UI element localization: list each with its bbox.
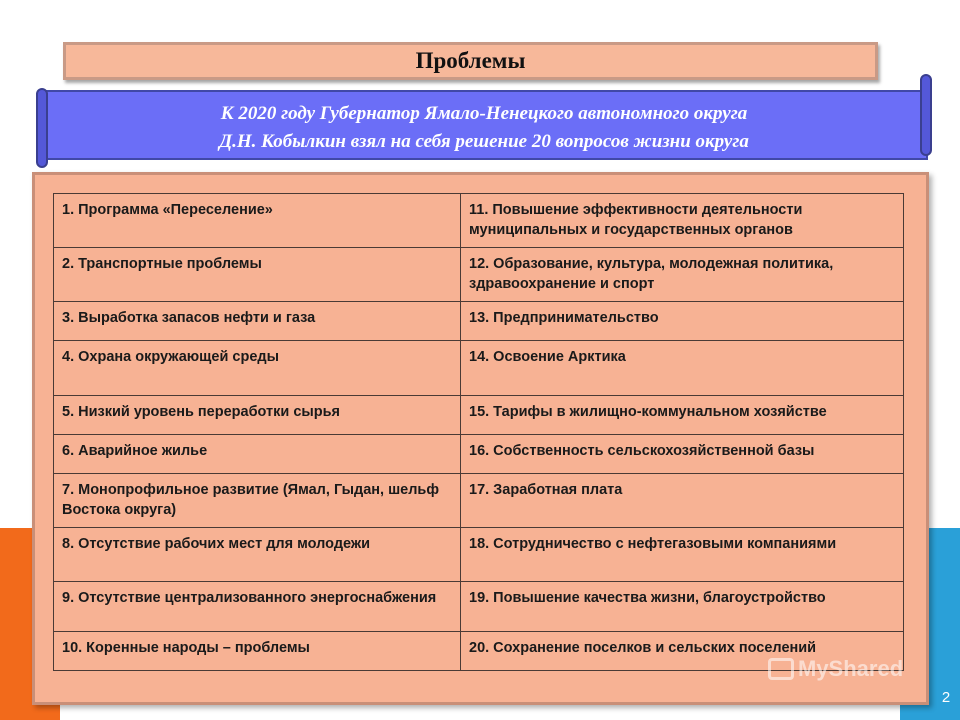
table-cell: 10. Коренные народы – проблемы (54, 632, 461, 671)
table-cell: 1. Программа «Переселение» (54, 194, 461, 248)
table-cell: 7. Монопрофильное развитие (Ямал, Гыдан, шельф Востока округа) (54, 474, 461, 528)
table-cell: 6. Аварийное жилье (54, 435, 461, 474)
banner-text (58, 100, 910, 156)
table-row (54, 248, 904, 302)
banner-line-1: К 2020 году Губернатор Ямало-Ненецкого автономного округа (220, 103, 748, 124)
table-cell: 15. Тарифы в жилищно-коммунальном хозяйстве (461, 396, 904, 435)
table-cell: 16. Собственность сельскохозяйственной базы (461, 435, 904, 474)
issues-table (53, 193, 904, 671)
table-cell: 3. Выработка запасов нефти и газа (54, 302, 461, 341)
table-row (54, 194, 904, 248)
page-title: Проблемы (415, 48, 526, 73)
scroll-curl-left (36, 88, 48, 168)
table-row (54, 582, 904, 632)
watermark (768, 656, 903, 682)
table-cell: 11. Повышение эффективности деятельности муниципальных и государственных органов (461, 194, 904, 248)
banner-scroll (36, 84, 932, 166)
table-cell: 13. Предпринимательство (461, 302, 904, 341)
table-cell: 17. Заработная плата (461, 474, 904, 528)
table-cell: 20. Сохранение поселков и сельских поселений (461, 632, 904, 671)
table-cell: 5. Низкий уровень переработки сырья (54, 396, 461, 435)
issues-panel (32, 172, 929, 705)
table-row (54, 528, 904, 582)
table-cell: 18. Сотрудничество с нефтегазовыми компаниями (461, 528, 904, 582)
table-row (54, 341, 904, 396)
watermark-logo-icon (768, 658, 794, 680)
scroll-curl-right (920, 74, 932, 156)
slide-number: 2 (941, 689, 951, 706)
table-cell: 4. Охрана окружающей среды (54, 341, 461, 396)
table-cell: 19. Повышение качества жизни, благоустройство (461, 582, 904, 632)
watermark-text: MyShared (798, 656, 904, 681)
table-row (54, 435, 904, 474)
table-row (54, 474, 904, 528)
banner-line-2: Д.Н. Кобылкин взял на себя решение 20 вопросов жизни округа (219, 131, 749, 152)
table-cell: 2. Транспортные проблемы (54, 248, 461, 302)
table-row (54, 396, 904, 435)
table-row (54, 302, 904, 341)
table-cell: 8. Отсутствие рабочих мест для молодежи (54, 528, 461, 582)
table-cell: 9. Отсутствие централизованного энергоснабжения (54, 582, 461, 632)
table-cell: 14. Освоение Арктика (461, 341, 904, 396)
table-cell: 12. Образование, культура, молодежная политика, здравоохранение и спорт (461, 248, 904, 302)
title-box (63, 42, 878, 80)
banner-body (40, 90, 928, 160)
